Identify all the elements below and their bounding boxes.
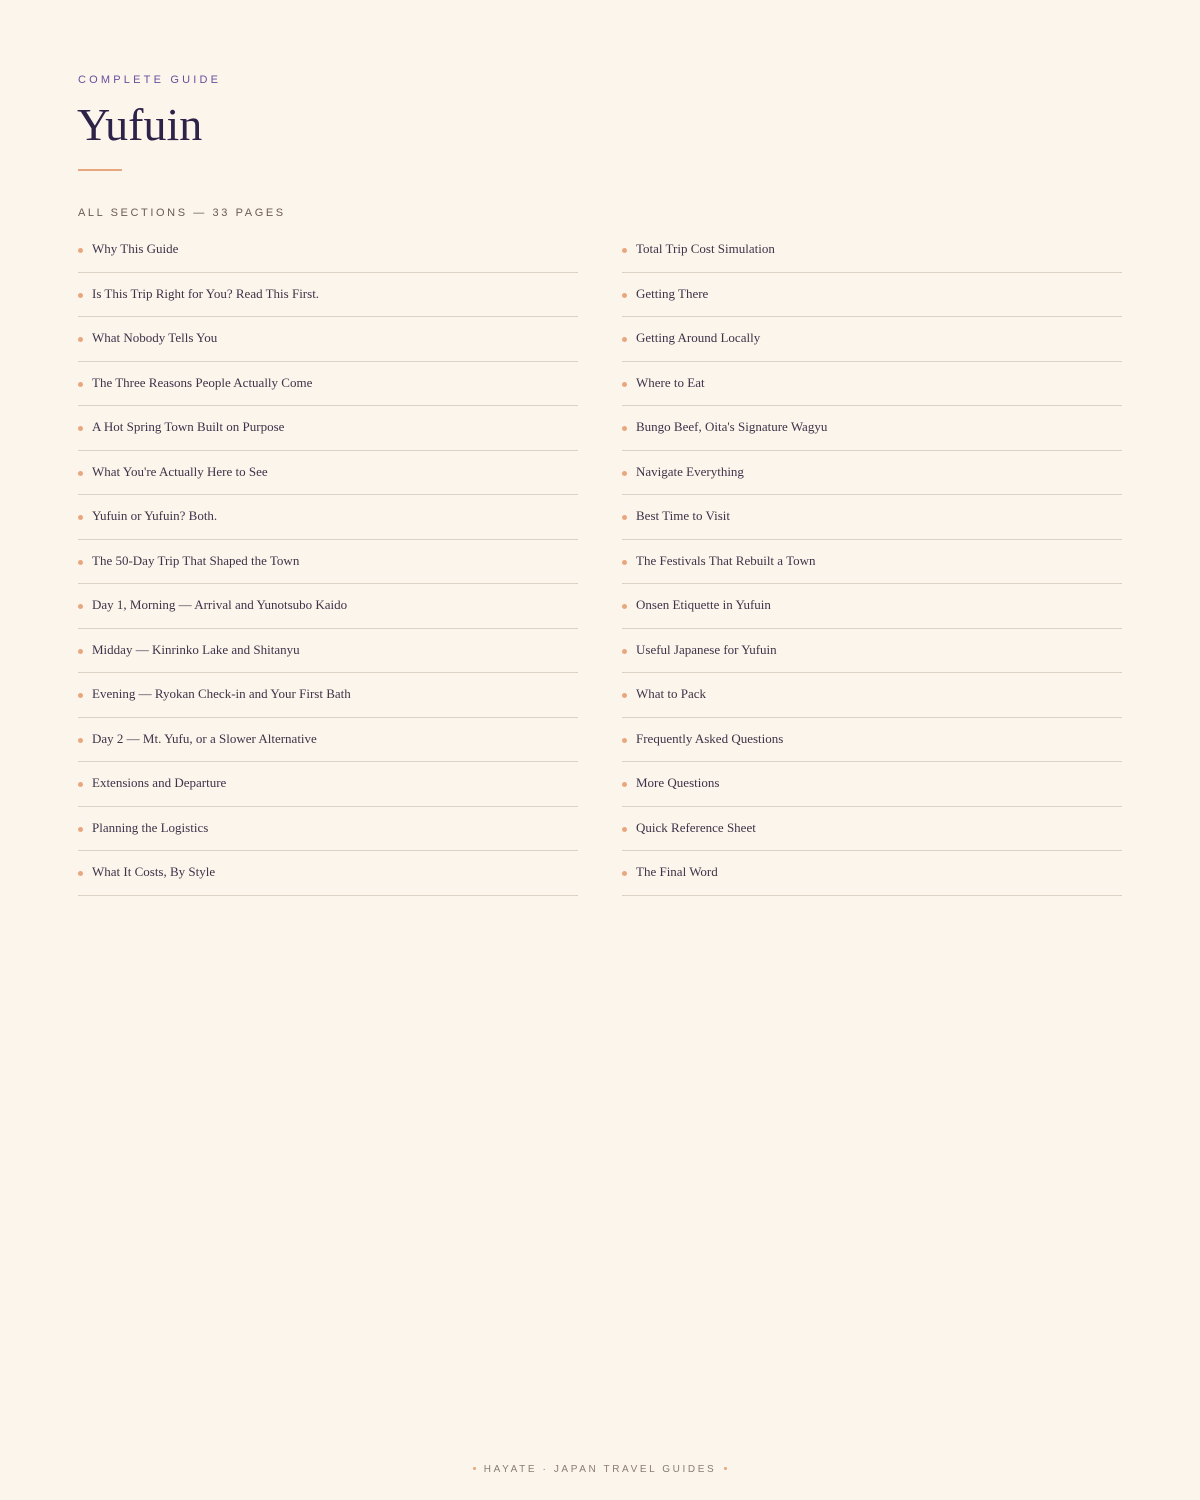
bullet-dot-icon (622, 382, 627, 387)
toc-item[interactable] (622, 317, 1122, 362)
toc-item[interactable] (622, 673, 1122, 718)
bullet-dot-icon (78, 426, 83, 431)
toc-item[interactable] (622, 540, 1122, 585)
toc-item-link[interactable]: Useful Japanese for Yufuin (636, 641, 777, 657)
footer-dot-icon (473, 1467, 476, 1470)
bullet-dot-icon (78, 515, 83, 520)
toc-item[interactable] (622, 629, 1122, 674)
toc-item[interactable] (78, 362, 578, 407)
toc-item[interactable] (622, 451, 1122, 496)
toc-column-left (78, 228, 578, 896)
bullet-dot-icon (622, 693, 627, 698)
toc-item-link[interactable]: What It Costs, By Style (92, 864, 216, 879)
bullet-dot-icon (78, 293, 83, 298)
eyebrow-label: COMPLETE GUIDE (78, 74, 222, 86)
toc-item[interactable] (78, 851, 578, 896)
toc-item[interactable] (78, 317, 578, 362)
bullet-dot-icon (622, 871, 627, 876)
bullet-dot-icon (622, 782, 627, 787)
toc-column-right (622, 228, 1122, 896)
footer-dot-icon (724, 1467, 727, 1470)
toc-item-link[interactable]: Planning the Logistics (92, 819, 209, 835)
bullet-dot-icon (622, 248, 627, 253)
toc-item-link[interactable]: Total Trip Cost Simulation (636, 241, 775, 256)
bullet-dot-icon (622, 293, 627, 298)
bullet-dot-icon (78, 471, 83, 476)
toc-item-link[interactable]: Why This Guide (92, 241, 179, 256)
bullet-dot-icon (78, 560, 83, 565)
toc-item[interactable] (78, 762, 578, 807)
toc-item-link[interactable]: Quick Reference Sheet (636, 819, 756, 835)
footer (0, 1464, 1200, 1475)
bullet-dot-icon (78, 782, 83, 787)
toc-item-link[interactable]: The Three Reasons People Actually Come (92, 374, 313, 390)
toc-item-link[interactable]: Frequently Asked Questions (636, 730, 784, 746)
bullet-dot-icon (78, 382, 83, 387)
bullet-dot-icon (622, 515, 627, 520)
toc-item[interactable] (78, 807, 578, 852)
bullet-dot-icon (622, 426, 627, 431)
bullet-dot-icon (78, 337, 83, 342)
toc-item-link[interactable]: The Final Word (636, 864, 718, 879)
toc-item[interactable] (622, 851, 1122, 896)
page-title: Yufuin (77, 99, 203, 150)
toc-item-link[interactable]: Day 1, Morning — Arrival and Yunotsubo Kaido (92, 597, 348, 612)
toc-item-link[interactable]: What Nobody Tells You (92, 330, 218, 345)
toc-item-link[interactable]: Midday — Kinrinko Lake and Shitanyu (92, 641, 300, 657)
toc-item[interactable] (78, 584, 578, 629)
toc-item[interactable] (78, 718, 578, 763)
toc-item-link[interactable]: More Questions (636, 775, 720, 790)
toc-item-link[interactable]: Getting Around Locally (636, 330, 761, 345)
toc-item-link[interactable]: A Hot Spring Town Built on Purpose (92, 419, 285, 434)
bullet-dot-icon (78, 827, 83, 832)
toc-item[interactable] (78, 629, 578, 674)
toc-item[interactable] (78, 273, 578, 318)
bullet-dot-icon (622, 827, 627, 832)
bullet-dot-icon (78, 649, 83, 654)
toc-item[interactable] (78, 540, 578, 585)
toc-item[interactable] (622, 406, 1122, 451)
bullet-dot-icon (622, 471, 627, 476)
toc-item[interactable] (622, 584, 1122, 629)
toc-item-link[interactable]: Yufuin or Yufuin? Both. (92, 508, 218, 523)
toc-item-link[interactable]: Navigate Everything (636, 463, 744, 479)
toc-item-link[interactable]: Bungo Beef, Oita's Signature Wagyu (636, 419, 828, 434)
toc-item[interactable] (622, 762, 1122, 807)
toc-item[interactable] (622, 495, 1122, 540)
bullet-dot-icon (78, 248, 83, 253)
bullet-dot-icon (622, 337, 627, 342)
toc-item[interactable] (622, 228, 1122, 273)
toc-item[interactable] (622, 273, 1122, 318)
toc-item-link[interactable]: Is This Trip Right for You? Read This First. (92, 285, 320, 301)
title-divider (78, 169, 122, 171)
toc-item-link[interactable]: Onsen Etiquette in Yufuin (636, 597, 771, 612)
toc-item[interactable] (622, 807, 1122, 852)
sections-count-label: ALL SECTIONS — 33 PAGES (78, 207, 286, 219)
toc-item-link[interactable]: What to Pack (636, 686, 707, 701)
bullet-dot-icon (78, 738, 83, 743)
toc-item[interactable] (78, 451, 578, 496)
footer-text: HAYATE · JAPAN TRAVEL GUIDES (483, 1464, 717, 1475)
bullet-dot-icon (78, 693, 83, 698)
bullet-dot-icon (622, 604, 627, 609)
toc-item-link[interactable]: Evening — Ryokan Check-in and Your First Bath (92, 686, 351, 701)
toc-item[interactable] (78, 673, 578, 718)
toc-item[interactable] (78, 406, 578, 451)
bullet-dot-icon (622, 649, 627, 654)
toc-item-link[interactable]: Extensions and Departure (92, 775, 227, 790)
bullet-dot-icon (622, 738, 627, 743)
toc-item[interactable] (622, 362, 1122, 407)
toc-item-link[interactable]: Day 2 — Mt. Yufu, or a Slower Alternative (92, 730, 317, 746)
toc-item-link[interactable]: What You're Actually Here to See (92, 463, 268, 479)
toc-item-link[interactable]: The Festivals That Rebuilt a Town (636, 552, 816, 568)
toc-item-link[interactable]: Where to Eat (636, 374, 705, 390)
bullet-dot-icon (78, 871, 83, 876)
toc-item-link[interactable]: Best Time to Visit (636, 508, 730, 523)
toc-item[interactable] (78, 228, 578, 273)
toc-item-link[interactable]: The 50-Day Trip That Shaped the Town (92, 552, 300, 568)
toc-item[interactable] (622, 718, 1122, 763)
bullet-dot-icon (78, 604, 83, 609)
toc-item[interactable] (78, 495, 578, 540)
bullet-dot-icon (622, 560, 627, 565)
toc-item-link[interactable]: Getting There (636, 285, 709, 301)
